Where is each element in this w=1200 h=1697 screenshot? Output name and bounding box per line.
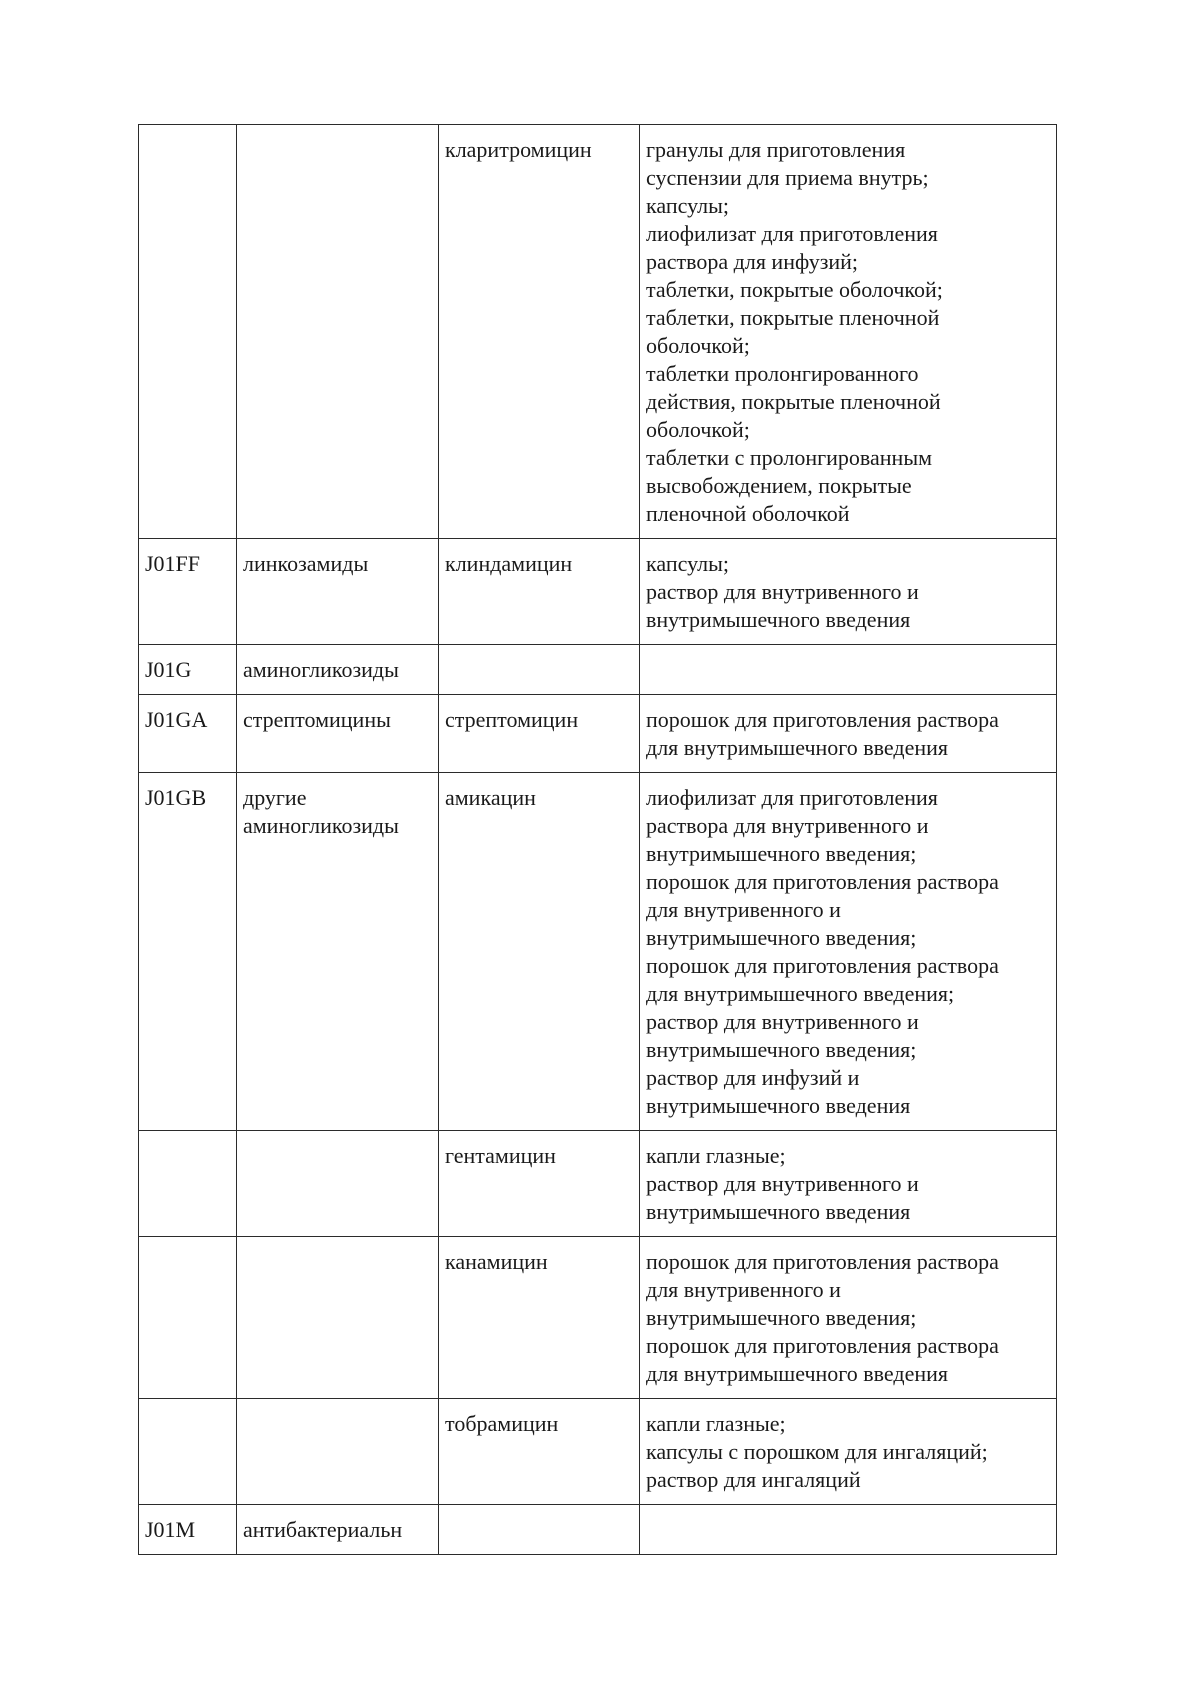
group-cell: антибактериальн <box>237 1505 439 1555</box>
atc-code-cell: J01M <box>139 1505 237 1555</box>
dosage-forms-cell <box>640 645 1057 695</box>
atc-code-cell: J01GB <box>139 773 237 1131</box>
drug-table <box>138 124 1057 1555</box>
atc-code-cell: J01FF <box>139 539 237 645</box>
atc-code-cell: J01G <box>139 645 237 695</box>
drug-name-cell: канамицин <box>439 1237 640 1399</box>
table-row <box>139 1399 1057 1505</box>
drug-name-cell <box>439 1505 640 1555</box>
dosage-forms-cell: порошок для приготовления раствора для внутривенного и внутримышечного введения; порошок для приготовления раствора для внутримышечного введения <box>640 1237 1057 1399</box>
drug-name-cell: кларитромицин <box>439 125 640 539</box>
dosage-forms-cell <box>640 1505 1057 1555</box>
dosage-forms-cell: капсулы; раствор для внутривенного и внутримышечного введения <box>640 539 1057 645</box>
dosage-forms-cell: порошок для приготовления раствора для внутримышечного введения <box>640 695 1057 773</box>
table-row <box>139 125 1057 539</box>
drug-name-cell: гентамицин <box>439 1131 640 1237</box>
drug-name-cell <box>439 645 640 695</box>
drug-name-cell: тобрамицин <box>439 1399 640 1505</box>
table-row <box>139 773 1057 1131</box>
dosage-forms-cell: лиофилизат для приготовления раствора для внутривенного и внутримышечного введения; порошок для приготовления раствора для внутривенного и внутримышечного введения; порошок для приготовления раствора для внутримышечного введения; раствор для внутривенного и внутримышечного введения; раствор для инфузий и внутримышечного введения <box>640 773 1057 1131</box>
group-cell <box>237 1399 439 1505</box>
atc-code-cell <box>139 1131 237 1237</box>
group-cell <box>237 1237 439 1399</box>
table-row <box>139 695 1057 773</box>
atc-code-cell <box>139 1237 237 1399</box>
dosage-forms-cell: капли глазные; капсулы с порошком для ингаляций; раствор для ингаляций <box>640 1399 1057 1505</box>
group-cell <box>237 1131 439 1237</box>
group-cell: аминогликозиды <box>237 645 439 695</box>
table-row <box>139 1237 1057 1399</box>
table-row <box>139 1131 1057 1237</box>
dosage-forms-cell: капли глазные; раствор для внутривенного и внутримышечного введения <box>640 1131 1057 1237</box>
atc-code-cell: J01GA <box>139 695 237 773</box>
drug-name-cell: амикацин <box>439 773 640 1131</box>
drug-name-cell: стрептомицин <box>439 695 640 773</box>
table-row <box>139 539 1057 645</box>
table-row <box>139 1505 1057 1555</box>
atc-code-cell <box>139 1399 237 1505</box>
group-cell: другие аминогликозиды <box>237 773 439 1131</box>
drug-name-cell: клиндамицин <box>439 539 640 645</box>
table-row <box>139 645 1057 695</box>
group-cell: линкозамиды <box>237 539 439 645</box>
dosage-forms-cell: гранулы для приготовления суспензии для приема внутрь; капсулы; лиофилизат для приготовления раствора для инфузий; таблетки, покрытые оболочкой; таблетки, покрытые пленочной оболочкой; таблетки пролонгированного действия, покрытые пленочной оболочкой; таблетки с пролонгированным высвобождением, покрытые пленочной оболочкой <box>640 125 1057 539</box>
atc-code-cell <box>139 125 237 539</box>
group-cell <box>237 125 439 539</box>
group-cell: стрептомицины <box>237 695 439 773</box>
